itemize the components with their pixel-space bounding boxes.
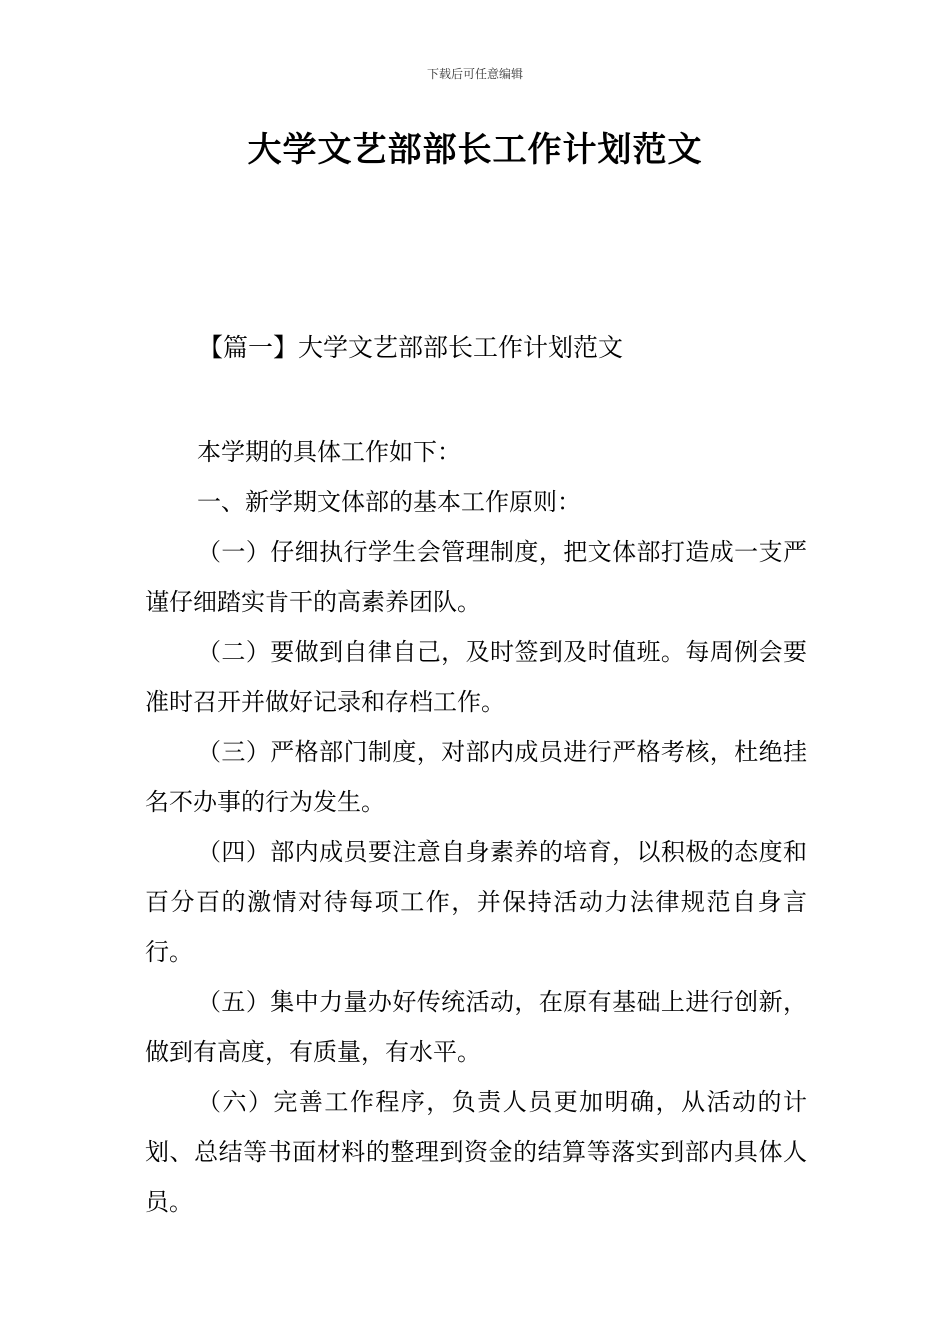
document-title: 大学文艺部部长工作计划范文: [247, 130, 703, 170]
header-note: 下载后可任意编辑: [426, 67, 523, 81]
paragraph-item-4: （四）部内成员要注意自身素养的培育，以积极的态度和百分百的激情对待每项工作，并保持活动力法律规范自身言行。: [145, 838, 807, 966]
paragraph-principles-heading: 一、新学期文体部的基本工作原则：: [197, 488, 581, 516]
body-text: [145, 427, 807, 1227]
paragraph-intro: 本学期的具体工作如下：: [197, 438, 461, 466]
paragraph-item-1: （一）仔细执行学生会管理制度，把文体部打造成一支严谨仔细踏实肯干的高素养团队。: [145, 538, 807, 616]
paragraph-item-2: （二）要做到自律自己，及时签到及时值班。每周例会要准时召开并做好记录和存档工作。: [145, 638, 807, 716]
paragraph-item-5: （五）集中力量办好传统活动，在原有基础上进行创新，做到有高度，有质量，有水平。: [145, 988, 807, 1066]
paragraph-item-6: （六）完善工作程序，负责人员更加明确，从活动的计划、总结等书面材料的整理到资金的结算等落实到部内具体人员。: [145, 1088, 807, 1216]
paragraph-item-3: （三）严格部门制度，对部内成员进行严格考核，杜绝挂名不办事的行为发生。: [145, 738, 807, 816]
section-heading: 【篇一】大学文艺部部长工作计划范文: [198, 333, 624, 362]
